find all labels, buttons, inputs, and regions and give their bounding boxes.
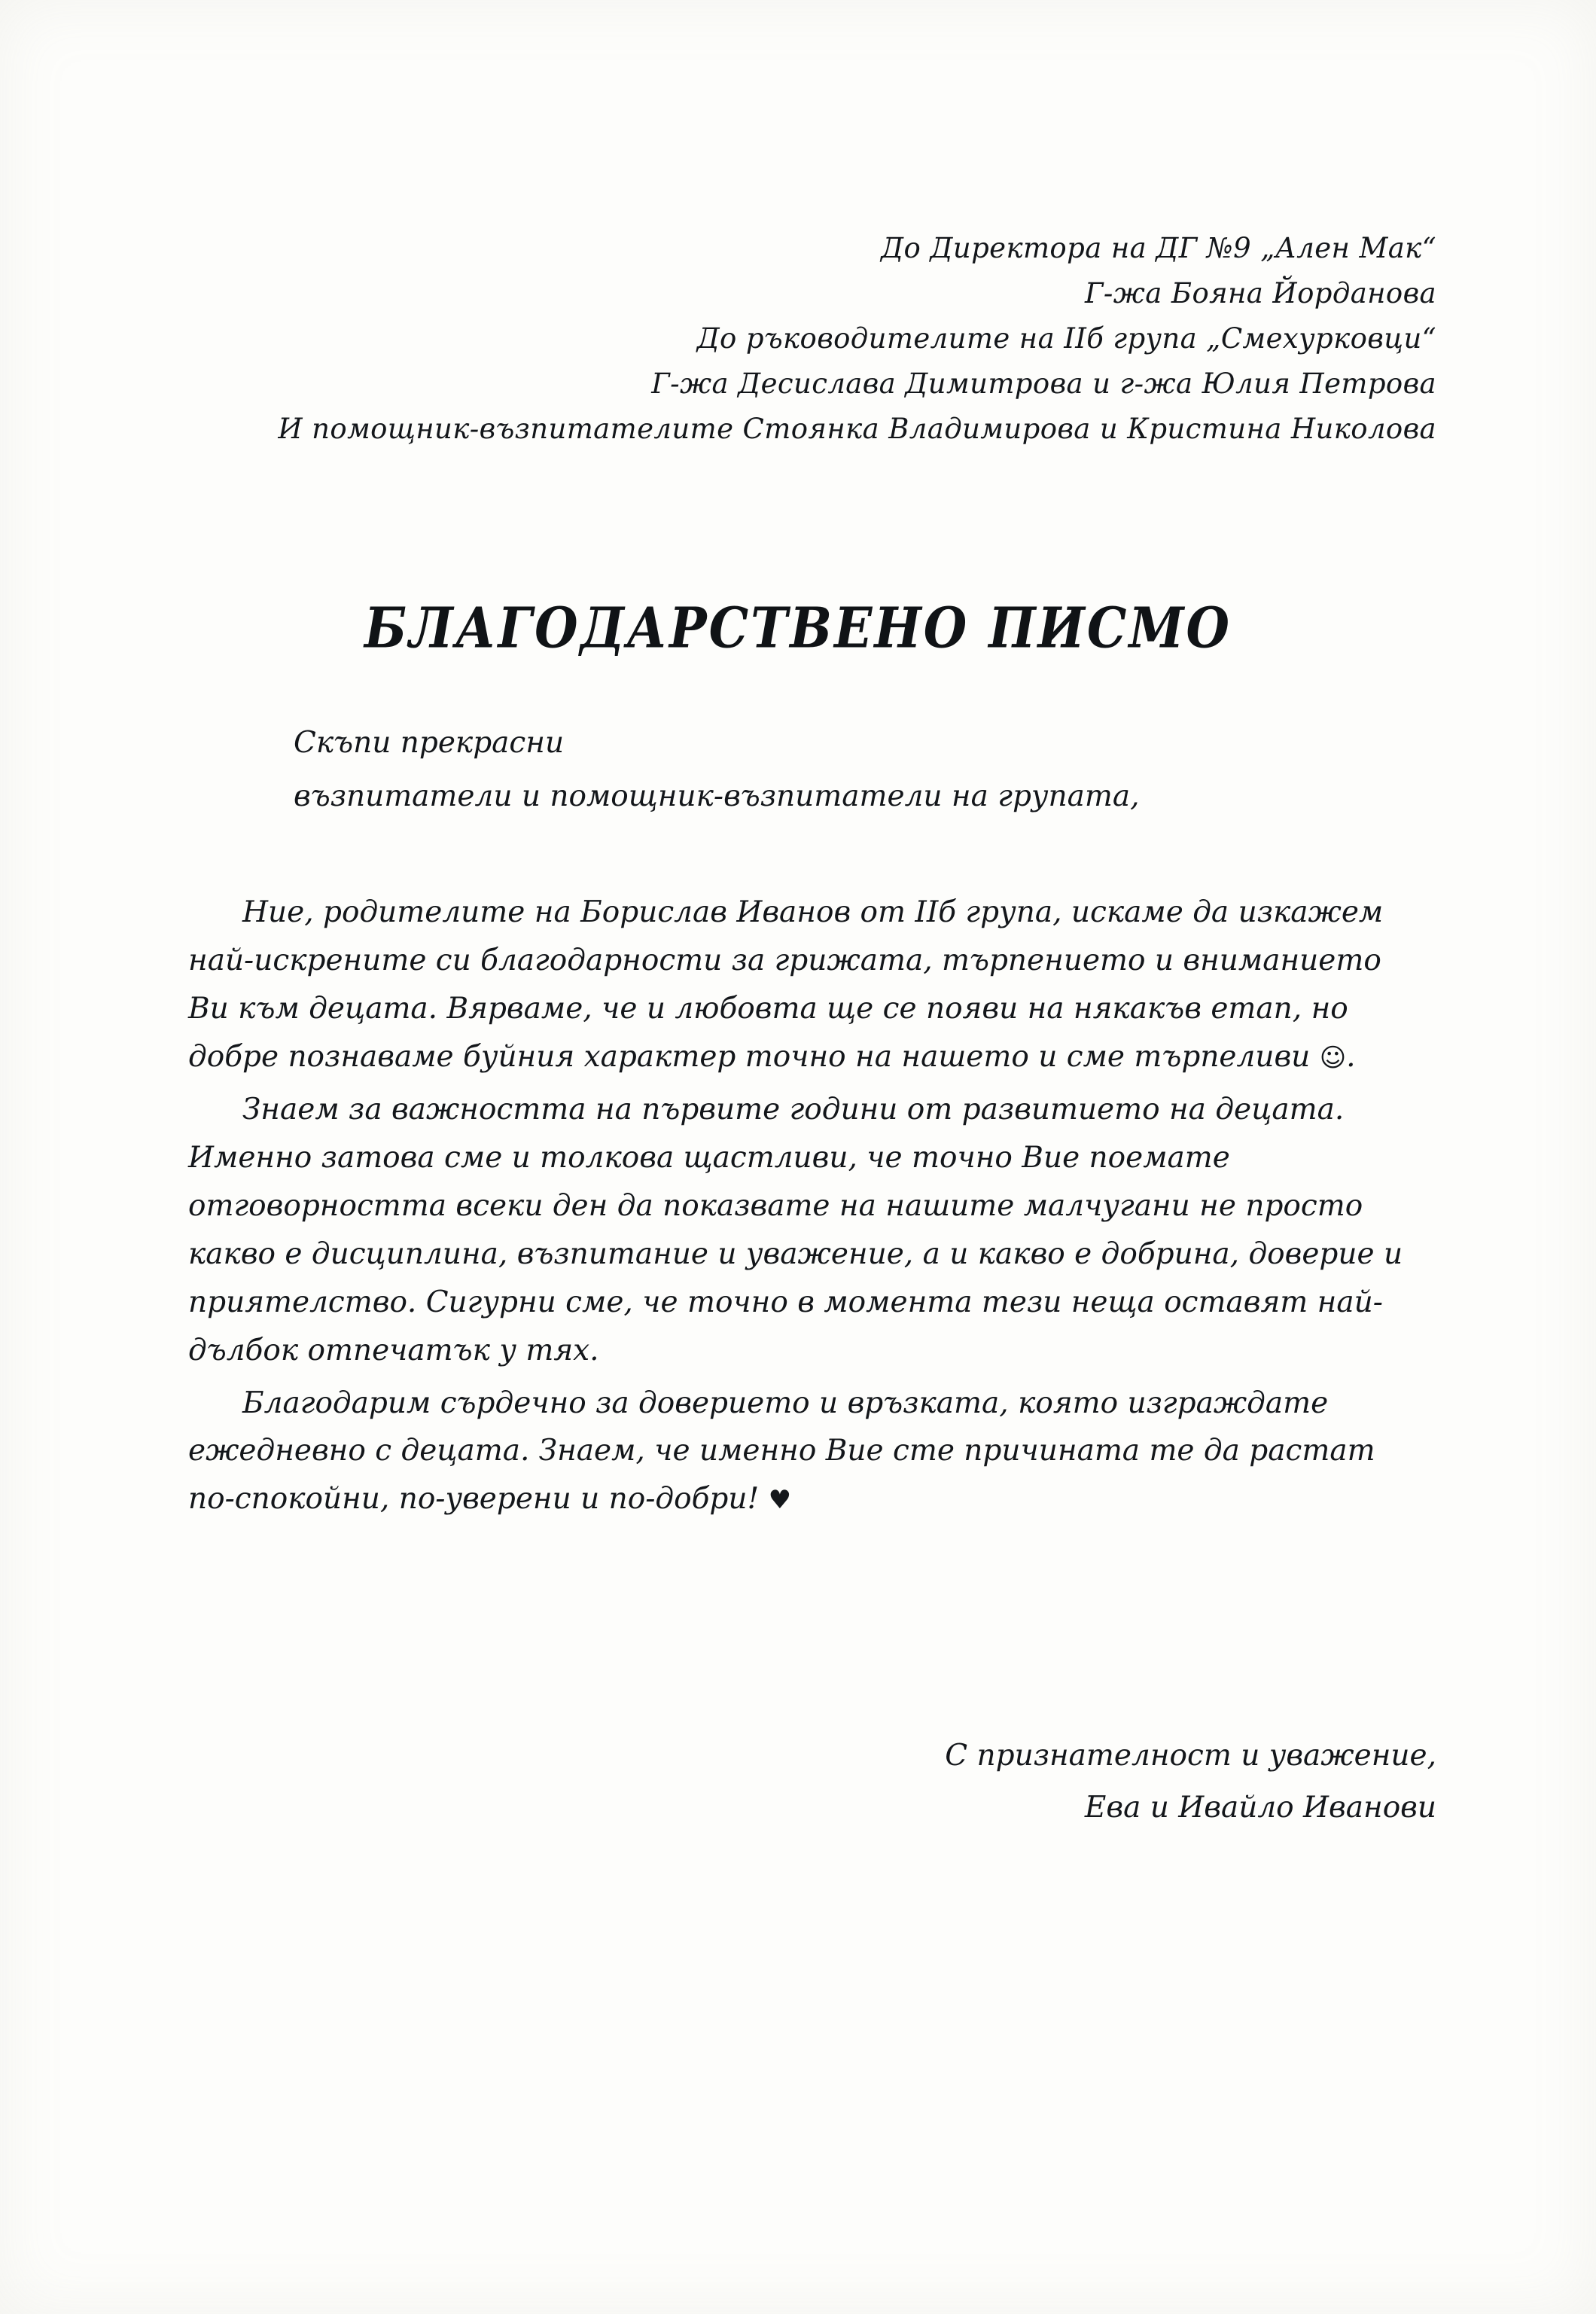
document-title: БЛАГОДАРСТВЕНО ПИСМО	[364, 595, 1232, 661]
paragraph-3-text: Благодарим сърдечно за доверието и връзката, която изграждате ежедневно с децата. Знаем, че именно Вие сте причината те да растат по-спокойни, по-уверени и по-добри!	[188, 1386, 1375, 1517]
addressee-line-2: Г-жа Бояна Йорданова	[1084, 276, 1436, 309]
addressee-line-5: И помощник-възпитателите Стоянка Владимирова и Кристина Николова	[278, 412, 1436, 445]
salutation-block	[294, 719, 1348, 820]
paragraph-2-text: Знаем за важността на първите години от развитието на децата. Именно затова сме и толкова щастливи, че точно Вие поемате отговорността всеки ден да показвате на нашите малчугани не просто какво е дисциплина, възпитание и уважение, а и какво е добрина, доверие и приятелство. Сигурни сме, че точно в момента тези неща оставят най-дълбок отпечатък у тях.	[188, 1092, 1403, 1367]
heart-icon: ♥	[768, 1485, 792, 1516]
addressee-line-4: Г-жа Десислава Димитрова и г-жа Юлия Петрова	[651, 367, 1436, 400]
paragraph-3	[188, 1380, 1408, 1524]
salutation-line-2: възпитатели и помощник-възпитатели на групата,	[294, 779, 1140, 814]
addressee-block	[262, 226, 1436, 452]
paragraph-1-tail: .	[1346, 1039, 1356, 1074]
paragraph-1	[188, 889, 1408, 1081]
paragraph-2	[188, 1086, 1408, 1375]
letter-paragraphs	[188, 889, 1408, 1528]
addressee-line-3: До ръководителите на IIб група „Смехурковци“	[696, 322, 1436, 355]
signature-line: Ева и Ивайло Иванови	[1084, 1790, 1436, 1825]
addressee-line-1: До Директора на ДГ №9 „Ален Мак“	[881, 232, 1436, 264]
smiley-icon: ☺	[1319, 1042, 1347, 1073]
closing-line: С признателност и уважение,	[945, 1739, 1436, 1773]
paragraph-1-text: Ние, родителите на Борислав Иванов от IIб група, искаме да изкажем най-искрените си благодарности за грижата, търпението и вниманието Ви към децата. Вярваме, че и любовта ще се появи на някакъв етап, но добре познаваме буйния характер точно на нашето и сме търпеливи	[188, 895, 1384, 1074]
salutation-line-1: Скъпи прекрасни	[294, 726, 565, 760]
closing-block	[382, 1732, 1436, 1832]
